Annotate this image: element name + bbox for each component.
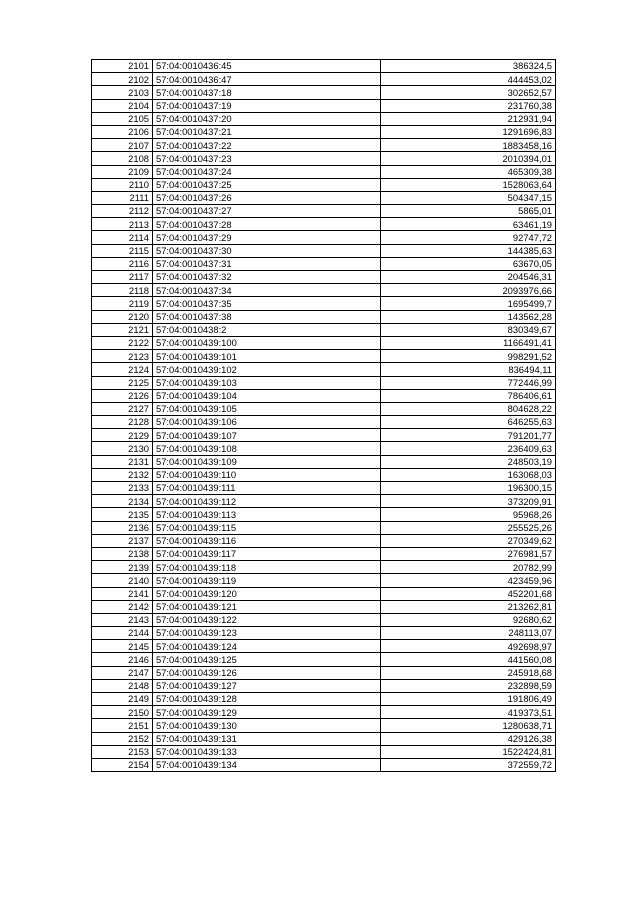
cadastral-number-cell: 57:04:0010439:130 [153,719,381,732]
row-number-cell: 2143 [92,613,153,626]
value-cell: 2010394,01 [381,152,556,165]
table-row [92,257,556,270]
cadastral-number-cell: 57:04:0010439:106 [153,416,381,429]
table-row [92,191,556,204]
row-number-cell: 2124 [92,363,153,376]
value-cell: 63670,05 [381,257,556,270]
row-number-cell: 2114 [92,231,153,244]
cadastral-number-cell: 57:04:0010439:129 [153,706,381,719]
row-number-cell: 2145 [92,640,153,653]
table-row [92,442,556,455]
cadastral-number-cell: 57:04:0010439:102 [153,363,381,376]
row-number-cell: 2109 [92,165,153,178]
row-number-cell: 2115 [92,244,153,257]
cadastral-number-cell: 57:04:0010439:118 [153,561,381,574]
value-cell: 248113,07 [381,627,556,640]
row-number-cell: 2111 [92,191,153,204]
row-number-cell: 2102 [92,73,153,86]
value-cell: 804628,22 [381,402,556,415]
cadastral-number-cell: 57:04:0010439:122 [153,613,381,626]
table-row [92,455,556,468]
row-number-cell: 2140 [92,574,153,587]
table-row [92,112,556,125]
row-number-cell: 2105 [92,112,153,125]
value-cell: 1695499,7 [381,297,556,310]
table-row [92,600,556,613]
table-row [92,284,556,297]
row-number-cell: 2138 [92,547,153,560]
row-number-cell: 2151 [92,719,153,732]
table-row [92,73,556,86]
row-number-cell: 2106 [92,125,153,138]
table-row [92,60,556,73]
value-cell: 213262,81 [381,600,556,613]
cadastral-number-cell: 57:04:0010437:32 [153,271,381,284]
value-cell: 1166491,41 [381,336,556,349]
value-cell: 204546,31 [381,271,556,284]
table-row [92,323,556,336]
table-row [92,561,556,574]
value-cell: 836494,11 [381,363,556,376]
value-cell: 452201,68 [381,587,556,600]
cadastral-number-cell: 57:04:0010439:104 [153,389,381,402]
table-row [92,271,556,284]
row-number-cell: 2133 [92,482,153,495]
value-cell: 255525,26 [381,521,556,534]
value-cell: 429126,38 [381,732,556,745]
value-cell: 444453,02 [381,73,556,86]
value-cell: 2093976,66 [381,284,556,297]
value-cell: 492698,97 [381,640,556,653]
value-cell: 191806,49 [381,693,556,706]
cadastral-number-cell: 57:04:0010437:35 [153,297,381,310]
cadastral-number-cell: 57:04:0010439:134 [153,758,381,771]
cadastral-value-table [91,59,556,772]
value-cell: 1280638,71 [381,719,556,732]
table-row [92,587,556,600]
row-number-cell: 2119 [92,297,153,310]
value-cell: 786406,61 [381,389,556,402]
value-cell: 20782,99 [381,561,556,574]
cadastral-number-cell: 57:04:0010439:105 [153,402,381,415]
value-cell: 163068,03 [381,468,556,481]
row-number-cell: 2104 [92,99,153,112]
cadastral-number-cell: 57:04:0010439:107 [153,429,381,442]
value-cell: 373209,91 [381,495,556,508]
table-row [92,178,556,191]
value-cell: 212931,94 [381,112,556,125]
value-cell: 1522424,81 [381,745,556,758]
cadastral-number-cell: 57:04:0010439:131 [153,732,381,745]
value-cell: 302652,57 [381,86,556,99]
value-cell: 231760,38 [381,99,556,112]
table-row [92,640,556,653]
cadastral-number-cell: 57:04:0010437:18 [153,86,381,99]
value-cell: 423459,96 [381,574,556,587]
cadastral-number-cell: 57:04:0010439:108 [153,442,381,455]
table-row [92,165,556,178]
value-cell: 419373,51 [381,706,556,719]
row-number-cell: 2127 [92,402,153,415]
cadastral-number-cell: 57:04:0010439:133 [153,745,381,758]
row-number-cell: 2153 [92,745,153,758]
table-row [92,402,556,415]
cadastral-number-cell: 57:04:0010437:29 [153,231,381,244]
cadastral-number-cell: 57:04:0010439:128 [153,693,381,706]
row-number-cell: 2137 [92,534,153,547]
row-number-cell: 2110 [92,178,153,191]
table-row [92,758,556,771]
table-row [92,574,556,587]
cadastral-number-cell: 57:04:0010436:45 [153,60,381,73]
table-row [92,627,556,640]
cadastral-number-cell: 57:04:0010439:119 [153,574,381,587]
table-row [92,679,556,692]
table-row [92,376,556,389]
cadastral-number-cell: 57:04:0010437:21 [153,125,381,138]
row-number-cell: 2101 [92,60,153,73]
value-cell: 92680,62 [381,613,556,626]
cadastral-number-cell: 57:04:0010437:24 [153,165,381,178]
cadastral-number-cell: 57:04:0010437:25 [153,178,381,191]
value-cell: 270349,62 [381,534,556,547]
table-row [92,99,556,112]
table-row [92,613,556,626]
table-row [92,336,556,349]
row-number-cell: 2147 [92,666,153,679]
table-row [92,205,556,218]
cadastral-number-cell: 57:04:0010439:125 [153,653,381,666]
cadastral-number-cell: 57:04:0010437:23 [153,152,381,165]
value-cell: 232898,59 [381,679,556,692]
value-cell: 386324,5 [381,60,556,73]
cadastral-number-cell: 57:04:0010439:101 [153,350,381,363]
row-number-cell: 2150 [92,706,153,719]
table-row [92,429,556,442]
row-number-cell: 2135 [92,508,153,521]
value-cell: 95968,26 [381,508,556,521]
value-cell: 276981,57 [381,547,556,560]
value-cell: 143562,28 [381,310,556,323]
value-cell: 245918,68 [381,666,556,679]
row-number-cell: 2121 [92,323,153,336]
row-number-cell: 2142 [92,600,153,613]
row-number-cell: 2123 [92,350,153,363]
table-row [92,125,556,138]
cadastral-number-cell: 57:04:0010437:38 [153,310,381,323]
table-row [92,521,556,534]
table-row [92,297,556,310]
table-row [92,653,556,666]
value-cell: 772446,99 [381,376,556,389]
cadastral-number-cell: 57:04:0010439:126 [153,666,381,679]
table-row [92,547,556,560]
cadastral-number-cell: 57:04:0010439:123 [153,627,381,640]
cadastral-number-cell: 57:04:0010437:34 [153,284,381,297]
table-row [92,363,556,376]
table-row [92,86,556,99]
cadastral-number-cell: 57:04:0010439:120 [153,587,381,600]
table-row [92,416,556,429]
cadastral-number-cell: 57:04:0010437:30 [153,244,381,257]
table-row [92,152,556,165]
cadastral-number-cell: 57:04:0010439:115 [153,521,381,534]
value-cell: 236409,63 [381,442,556,455]
row-number-cell: 2122 [92,336,153,349]
table-row [92,218,556,231]
table-body [92,60,556,772]
table-row [92,139,556,152]
value-cell: 1883458,16 [381,139,556,152]
cadastral-number-cell: 57:04:0010438:2 [153,323,381,336]
cadastral-number-cell: 57:04:0010437:28 [153,218,381,231]
value-cell: 441560,08 [381,653,556,666]
cadastral-number-cell: 57:04:0010439:109 [153,455,381,468]
table-row [92,706,556,719]
value-cell: 504347,15 [381,191,556,204]
table-row [92,468,556,481]
row-number-cell: 2141 [92,587,153,600]
row-number-cell: 2113 [92,218,153,231]
row-number-cell: 2117 [92,271,153,284]
table-row [92,666,556,679]
cadastral-number-cell: 57:04:0010437:20 [153,112,381,125]
value-cell: 646255,63 [381,416,556,429]
cadastral-number-cell: 57:04:0010439:124 [153,640,381,653]
table-row [92,745,556,758]
value-cell: 144385,63 [381,244,556,257]
cadastral-number-cell: 57:04:0010437:22 [153,139,381,152]
table-row [92,508,556,521]
row-number-cell: 2116 [92,257,153,270]
row-number-cell: 2152 [92,732,153,745]
cadastral-number-cell: 57:04:0010437:31 [153,257,381,270]
row-number-cell: 2144 [92,627,153,640]
table-row [92,732,556,745]
cadastral-number-cell: 57:04:0010437:27 [153,205,381,218]
value-cell: 998291,52 [381,350,556,363]
row-number-cell: 2134 [92,495,153,508]
value-cell: 372559,72 [381,758,556,771]
row-number-cell: 2118 [92,284,153,297]
row-number-cell: 2108 [92,152,153,165]
cadastral-number-cell: 57:04:0010437:26 [153,191,381,204]
cadastral-number-cell: 57:04:0010439:112 [153,495,381,508]
table-row [92,350,556,363]
value-cell: 465309,38 [381,165,556,178]
cadastral-number-cell: 57:04:0010439:110 [153,468,381,481]
cadastral-number-cell: 57:04:0010439:103 [153,376,381,389]
value-cell: 1528063,64 [381,178,556,191]
table-row [92,693,556,706]
row-number-cell: 2130 [92,442,153,455]
table-row [92,231,556,244]
cadastral-number-cell: 57:04:0010439:113 [153,508,381,521]
row-number-cell: 2129 [92,429,153,442]
row-number-cell: 2131 [92,455,153,468]
value-cell: 1291696,83 [381,125,556,138]
cadastral-number-cell: 57:04:0010439:121 [153,600,381,613]
cadastral-number-cell: 57:04:0010436:47 [153,73,381,86]
value-cell: 63461,19 [381,218,556,231]
table-row [92,389,556,402]
row-number-cell: 2136 [92,521,153,534]
table-row [92,719,556,732]
cadastral-number-cell: 57:04:0010439:127 [153,679,381,692]
table-row [92,534,556,547]
value-cell: 196300,15 [381,482,556,495]
row-number-cell: 2103 [92,86,153,99]
row-number-cell: 2107 [92,139,153,152]
cadastral-number-cell: 57:04:0010439:116 [153,534,381,547]
row-number-cell: 2146 [92,653,153,666]
row-number-cell: 2148 [92,679,153,692]
value-cell: 830349,67 [381,323,556,336]
value-cell: 248503,19 [381,455,556,468]
row-number-cell: 2125 [92,376,153,389]
value-cell: 791201,77 [381,429,556,442]
value-cell: 92747,72 [381,231,556,244]
row-number-cell: 2128 [92,416,153,429]
cadastral-number-cell: 57:04:0010437:19 [153,99,381,112]
cadastral-number-cell: 57:04:0010439:100 [153,336,381,349]
row-number-cell: 2154 [92,758,153,771]
row-number-cell: 2120 [92,310,153,323]
value-cell: 5865,01 [381,205,556,218]
table-row [92,244,556,257]
cadastral-number-cell: 57:04:0010439:111 [153,482,381,495]
row-number-cell: 2126 [92,389,153,402]
cadastral-number-cell: 57:04:0010439:117 [153,547,381,560]
table-row [92,310,556,323]
row-number-cell: 2139 [92,561,153,574]
table-row [92,482,556,495]
row-number-cell: 2149 [92,693,153,706]
row-number-cell: 2112 [92,205,153,218]
row-number-cell: 2132 [92,468,153,481]
table-row [92,495,556,508]
